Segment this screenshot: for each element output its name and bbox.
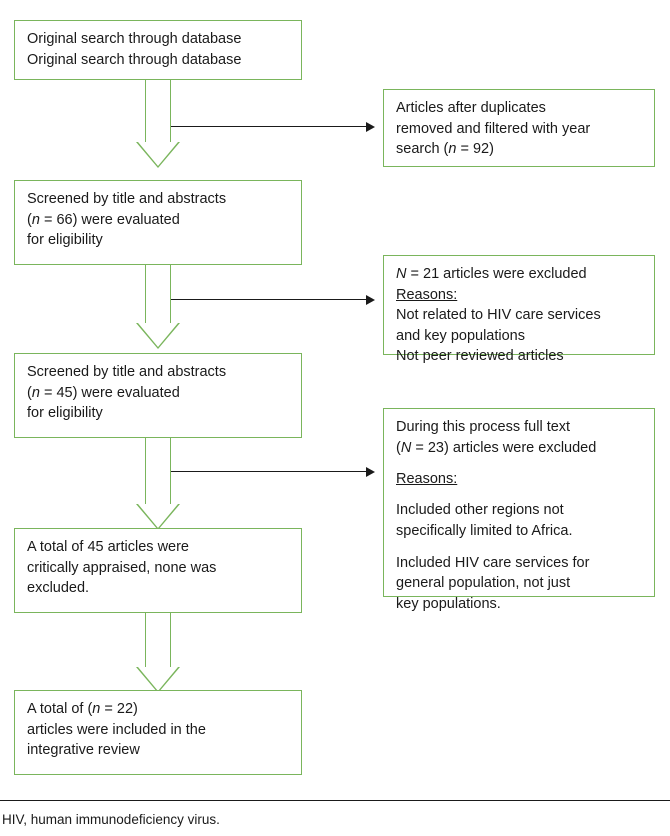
flow-connector-line-2 (171, 299, 366, 300)
flow-box-heading: N = 21 articles were excluded (396, 266, 587, 282)
flow-arrow-shaft-4 (145, 613, 171, 667)
flow-box-line: Included HIV care services for (396, 554, 590, 571)
figure-caption: HIV, human immunodeficiency virus. (2, 812, 220, 827)
flow-arrow-shaft-3 (145, 438, 171, 504)
flow-box-reasons-label: Reasons: (396, 286, 458, 303)
flow-box-line: Included other regions not (396, 502, 564, 519)
flow-box-excluded-21 (383, 255, 655, 365)
flow-box-line: and key populations (396, 327, 525, 344)
flow-box-included-22 (14, 690, 302, 775)
flow-box-line: removed and filtered with year (396, 120, 591, 137)
flow-arrow-cap-2 (146, 265, 170, 266)
flow-box-heading: (N = 23) articles were excluded (396, 439, 597, 456)
flow-arrow-shaft-2 (145, 265, 171, 323)
flow-arrow-head-inner-4 (138, 667, 178, 691)
flow-arrow-head-inner-3 (138, 504, 178, 528)
flow-box-line: critically appraised, none was (27, 559, 217, 576)
flow-box-line: Not peer reviewed articles (396, 348, 564, 365)
flow-box-line: Original search through database (27, 51, 242, 68)
flow-box-line: A total of 45 articles were (27, 539, 189, 555)
flow-connector-line-1 (171, 126, 366, 127)
flow-box-screened-66 (14, 180, 302, 265)
flow-box-line: search (n = 92) (396, 141, 494, 158)
flow-connector-arrowhead-3 (366, 467, 375, 477)
flow-arrow-shaft-1 (145, 80, 171, 142)
flow-box-line: excluded. (27, 580, 90, 597)
flow-box-line: Screened by title and abstracts (27, 191, 227, 207)
flow-box-line: for eligibility (27, 405, 103, 422)
flow-connector-line-3 (171, 471, 366, 472)
flow-arrow-cap-4 (146, 613, 170, 614)
flow-box-screened-45 (14, 353, 302, 438)
flow-box-original-search (14, 20, 302, 80)
flow-arrow-cap-3 (146, 438, 170, 439)
figure-divider (0, 800, 670, 801)
flow-connector-arrowhead-1 (366, 122, 375, 132)
flow-box-line: Articles after duplicates (396, 100, 546, 116)
flow-box-reasons-label: Reasons: (396, 471, 458, 488)
flow-box-heading: During this process full text (396, 419, 571, 435)
flow-box-line: Not related to HIV care services (396, 307, 601, 324)
flow-connector-arrowhead-2 (366, 295, 375, 305)
flow-box-line: specifically limited to Africa. (396, 523, 573, 540)
flow-box-line: Screened by title and abstracts (27, 364, 227, 380)
flow-box-line: Original search through database (27, 31, 242, 47)
flow-arrow-cap-1 (146, 80, 170, 81)
flow-box-appraised-45 (14, 528, 302, 613)
flow-arrow-head-inner-2 (138, 323, 178, 347)
flow-box-line: general population, not just (396, 575, 571, 592)
flow-box-line: (n = 66) were evaluated (27, 211, 180, 228)
flow-box-line: (n = 45) were evaluated (27, 384, 180, 401)
flow-box-line: integrative review (27, 742, 140, 759)
flow-box-line: key populations. (396, 595, 501, 612)
flow-box-line: A total of (n = 22) (27, 701, 138, 717)
flow-box-line: for eligibility (27, 232, 103, 249)
flow-box-line: articles were included in the (27, 721, 206, 738)
flow-box-excluded-23 (383, 408, 655, 612)
flow-arrow-head-inner-1 (138, 142, 178, 166)
flow-box-after-duplicates (383, 89, 655, 167)
